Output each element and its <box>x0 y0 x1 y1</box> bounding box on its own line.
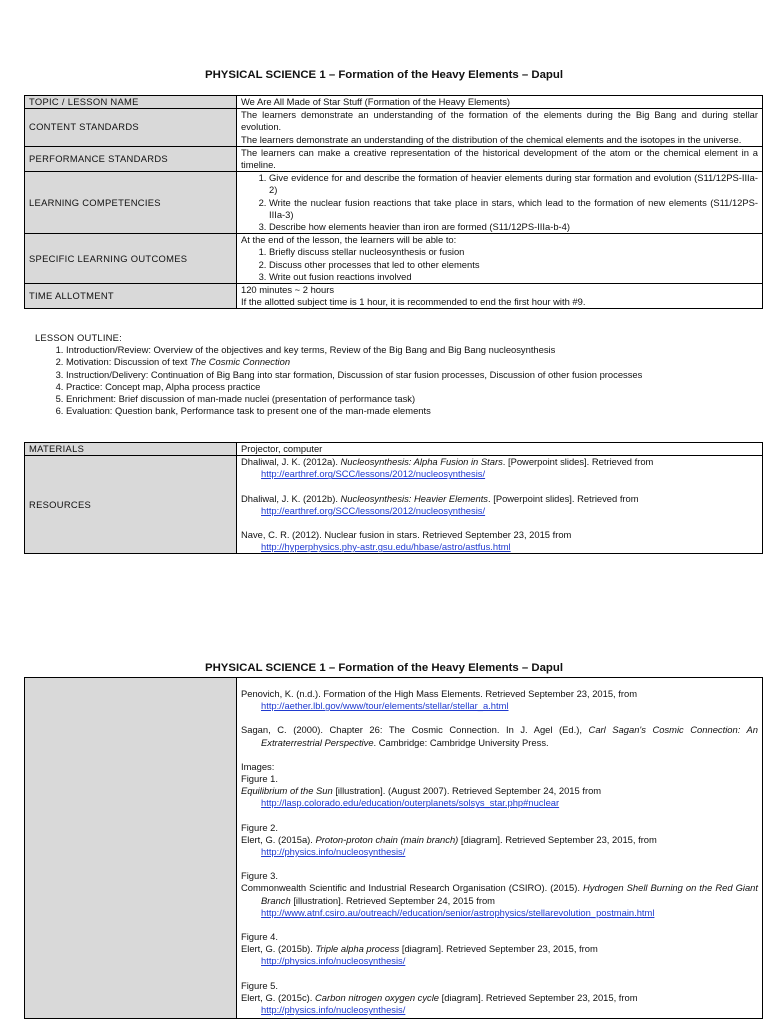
figure-label: Figure 2. <box>241 821 278 833</box>
reference-link[interactable]: http://lasp.colorado.edu/education/outerplanets/solsys_star.php#nuclear <box>261 797 560 809</box>
competency-item: 2. Write the nuclear fusion reactions that take place in stars, which lead to the formation of new elements (S11/12PS-IIIa-3) <box>269 197 758 221</box>
figure-label: Figure 5. <box>241 979 278 991</box>
table-row <box>25 172 763 234</box>
reference-link[interactable]: http://physics.info/nucleosynthesis/ <box>261 955 406 967</box>
reference-entry <box>241 724 758 748</box>
row-label: TIME ALLOTMENT <box>25 284 237 309</box>
ref-text: [diagram]. Retrieved September 23, 2015, from <box>399 943 598 955</box>
ref-text: [illustration]. Retrieved September 24, 2015 from <box>290 894 495 906</box>
reference-link[interactable]: http://aether.lbl.gov/www/tour/elements/stellar/stellar_a.html <box>261 700 509 712</box>
outline-heading: LESSON OUTLINE: <box>35 332 122 343</box>
ref-text: Elert, G. (2015c). <box>241 991 315 1003</box>
reference-entry <box>241 785 758 809</box>
ref-text: [diagram]. Retrieved September 23, 2015, from <box>439 991 638 1003</box>
figure-label: Figure 3. <box>241 870 278 882</box>
outline-item: 6. Evaluation: Question bank, Performance task to present one of the man-made elements <box>66 405 764 417</box>
reference-entry <box>241 992 758 1016</box>
table-row <box>25 146 763 171</box>
reference-entry <box>241 529 758 553</box>
lesson-info-table <box>24 95 763 309</box>
ref-text: Nave, C. R. (2012). Nuclear fusion in stars. Retrieved September 23, 2015 from <box>241 529 572 541</box>
resources-continued-table <box>24 677 763 1019</box>
ref-text: Commonwealth Scientific and Industrial Research Organisation (CSIRO). (2015). <box>241 882 583 894</box>
row-label: TOPIC / LESSON NAME <box>25 96 237 109</box>
reference-entry <box>241 882 758 919</box>
outline-item: 3. Instruction/Delivery: Continuation of Big Bang into star formation, Discussion of star fusion processes, Discussion of other fusion processes <box>66 369 764 381</box>
row-label: PERFORMANCE STANDARDS <box>25 146 237 171</box>
row-value: The learners can make a creative representation of the historical development of the atom or the chemical element in a timeline. <box>237 146 763 171</box>
ref-text: Penovich, K. (n.d.). Formation of the High Mass Elements. Retrieved September 23, 2015, from <box>241 688 638 699</box>
row-value <box>237 234 763 284</box>
reference-entry <box>241 834 758 858</box>
row-value: We Are All Made of Star Stuff (Formation of the Heavy Elements) <box>237 96 763 109</box>
reference-entry <box>241 493 758 517</box>
table-row <box>25 284 763 309</box>
reference-link[interactable]: http://hyperphysics.phy-astr.gsu.edu/hbase/astro/astfus.html <box>261 541 511 553</box>
outline-item: 1. Introduction/Review: Overview of the objectives and key terms, Review of the Big Bang and Big Bang nucleosynthesis <box>66 344 764 356</box>
outline-item: 4. Practice: Concept map, Alpha process practice <box>66 381 764 393</box>
competency-item: 3. Describe how elements heavier than iron are formed (S11/12PS-IIIa-b-4) <box>269 221 758 233</box>
reference-link[interactable]: http://earthref.org/SCC/lessons/2012/nucleosynthesis/ <box>261 504 486 516</box>
row-value: Projector, computer <box>237 443 763 456</box>
ref-title: Triple alpha process <box>315 943 400 955</box>
table-row <box>25 234 763 284</box>
row-label <box>25 678 237 1019</box>
ref-title: Carbon nitrogen oxygen cycle <box>314 991 440 1003</box>
reference-entry <box>241 943 758 967</box>
outline-item: 5. Enrichment: Brief discussion of man-made nuclei (presentation of performance task) <box>66 393 764 405</box>
ref-title: Equilibrium of the Sun <box>241 785 333 797</box>
competency-item: 1. Give evidence for and describe the formation of heavier elements during star formation and evolution (S11/12PS-IIIa-2) <box>269 172 758 196</box>
ref-title: Nucleosynthesis: Alpha Fusion in Stars <box>340 456 503 468</box>
reference-link[interactable]: http://www.atnf.csiro.au/outreach//education/senior/astrophysics/stellarevolution_postmain.html <box>261 906 655 918</box>
figure-label: Figure 4. <box>241 931 278 943</box>
outline-item <box>66 356 764 368</box>
row-label: RESOURCES <box>25 456 237 554</box>
row-label: MATERIALS <box>25 443 237 456</box>
lesson-outline <box>33 332 764 417</box>
time-note: If the allotted subject time is 1 hour, it is recommended to end the first hour with #9. <box>241 296 586 308</box>
table-row <box>25 678 763 1019</box>
outcomes-intro: At the end of the lesson, the learners will be able to: <box>241 234 457 246</box>
row-value <box>237 456 763 554</box>
ref-text: Dhaliwal, J. K. (2012a). <box>241 456 341 468</box>
ref-title: Proton-proton chain (main branch) <box>315 833 459 845</box>
outline-item-text: Motivation: Discussion of text <box>66 356 191 368</box>
ref-title: Carl Sagan's Cosmic Connection: An Extraterrestrial Perspective <box>261 724 758 748</box>
reference-entry <box>241 456 758 480</box>
reference-link[interactable]: http://physics.info/nucleosynthesis/ <box>261 1004 406 1016</box>
ref-text: [illustration]. (August 2007). Retrieved September 24, 2015 from <box>332 785 602 797</box>
outcome-item: 2. Discuss other processes that led to other elements <box>269 259 758 271</box>
row-value <box>237 678 763 1019</box>
materials-table <box>24 442 763 554</box>
content-standard: The learners demonstrate an understanding of the distribution of the chemical elements and the isotopes in the universe. <box>241 133 742 145</box>
table-row <box>25 109 763 147</box>
reference-entry <box>241 688 758 712</box>
ref-title: Hydrogen Shell Burning on the Red Giant Branch <box>261 882 758 906</box>
ref-text: . Cambridge: Cambridge University Press. <box>373 736 549 748</box>
outcome-item: 3. Write out fusion reactions involved <box>269 271 758 283</box>
reference-link[interactable]: http://earthref.org/SCC/lessons/2012/nucleosynthesis/ <box>261 468 486 480</box>
ref-text: Elert, G. (2015a). <box>241 833 316 845</box>
row-label: CONTENT STANDARDS <box>25 109 237 147</box>
table-row <box>25 443 763 456</box>
time-value: 120 minutes ~ 2 hours <box>241 284 335 296</box>
page-title: PHYSICAL SCIENCE 1 – Formation of the Heavy Elements – Dapul <box>204 662 564 674</box>
outcome-item: 1. Briefly discuss stellar nucleosynthesis or fusion <box>269 246 758 258</box>
ref-text: [diagram]. Retrieved September 23, 2015, from <box>458 833 657 845</box>
table-row <box>25 456 763 554</box>
ref-text: Elert, G. (2015b). <box>241 943 316 955</box>
row-label: SPECIFIC LEARNING OUTCOMES <box>25 234 237 284</box>
content-standard: The learners demonstrate an understanding of the formation of the elements during the Big Bang and during stellar evolution. <box>241 109 758 133</box>
images-heading: Images: <box>241 760 275 772</box>
ref-text: . [Powerpoint slides]. Retrieved from <box>488 492 639 504</box>
ref-title: Nucleosynthesis: Heavier Elements <box>340 492 488 504</box>
row-value <box>237 172 763 234</box>
figure-label: Figure 1. <box>241 773 278 785</box>
reference-link[interactable]: http://physics.info/nucleosynthesis/ <box>261 846 406 858</box>
page-title: PHYSICAL SCIENCE 1 – Formation of the Heavy Elements – Dapul <box>204 69 564 81</box>
ref-text: Sagan, C. (2000). Chapter 26: The Cosmic Connection. In J. Agel (Ed.), <box>241 724 589 736</box>
table-row <box>25 96 763 109</box>
row-value <box>237 284 763 309</box>
row-label: LEARNING COMPETENCIES <box>25 172 237 234</box>
ref-text: . [Powerpoint slides]. Retrieved from <box>502 456 654 468</box>
outline-item-italic: The Cosmic Connection <box>190 356 291 368</box>
row-value <box>237 109 763 147</box>
ref-text: Dhaliwal, J. K. (2012b). <box>241 492 341 504</box>
